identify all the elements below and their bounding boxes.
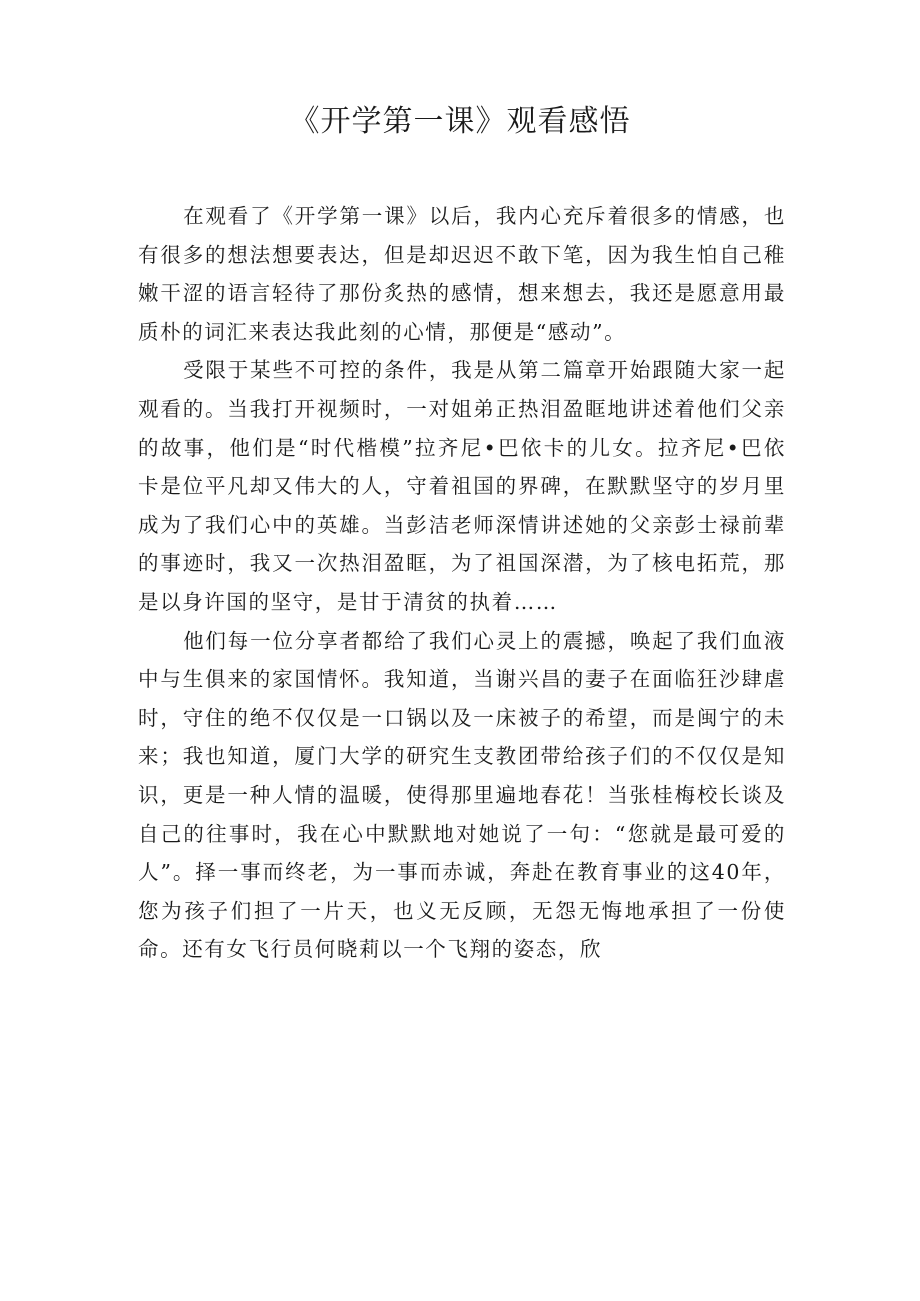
document-body xyxy=(138,197,786,969)
document-title: 《开学第一课》观看感悟 xyxy=(289,104,631,139)
paragraph-2: 受限于某些不可控的条件，我是从第二篇章开始跟随大家一起观看的。当我打开视频时，一对姐弟正热泪盈眶地讲述着他们父亲的故事，他们是“时代楷模”拉齐尼•巴依卡的儿女。拉齐尼•巴依卡是位平凡却又伟大的人，守着祖国的界碑，在默默坚守的岁月里成为了我们心中的英雄。当彭洁老师深情讲述她的父亲彭士禄前辈的事迹时，我又一次热泪盈眶，为了祖国深潜，为了核电拓荒，那是以身许国的坚守，是甘于清贫的执着…… xyxy=(138,358,786,614)
paragraph-3: 他们每一位分享者都给了我们心灵上的震撼，唤起了我们血液中与生俱来的家国情怀。我知道，当谢兴昌的妻子在面临狂沙肆虐时，守住的绝不仅仅是一口锅以及一床被子的希望，而是闽宁的未来；我也知道，厦门大学的研究生支教团带给孩子们的不仅仅是知识，更是一种人情的温暖，使得那里遍地春花！当张桂梅校长谈及自己的往事时，我在心中默默地对她说了一句：“您就是最可爱的人”。择一事而终老，为一事而赤诚，奔赴在教育事业的这40年，您为孩子们担了一片天，也义无反顾，无怨无悔地承担了一份使命。还有女飞行员何晓莉以一个飞翔的姿态，欣 xyxy=(138,628,786,962)
paragraph-1: 在观看了《开学第一课》以后，我内心充斥着很多的情感，也有很多的想法想要表达，但是却迟迟不敢下笔，因为我生怕自己稚嫩干涩的语言轻待了那份炙热的感情，想来想去，我还是愿意用最质朴的词汇来表达我此刻的心情，那便是“感动”。 xyxy=(138,204,786,344)
